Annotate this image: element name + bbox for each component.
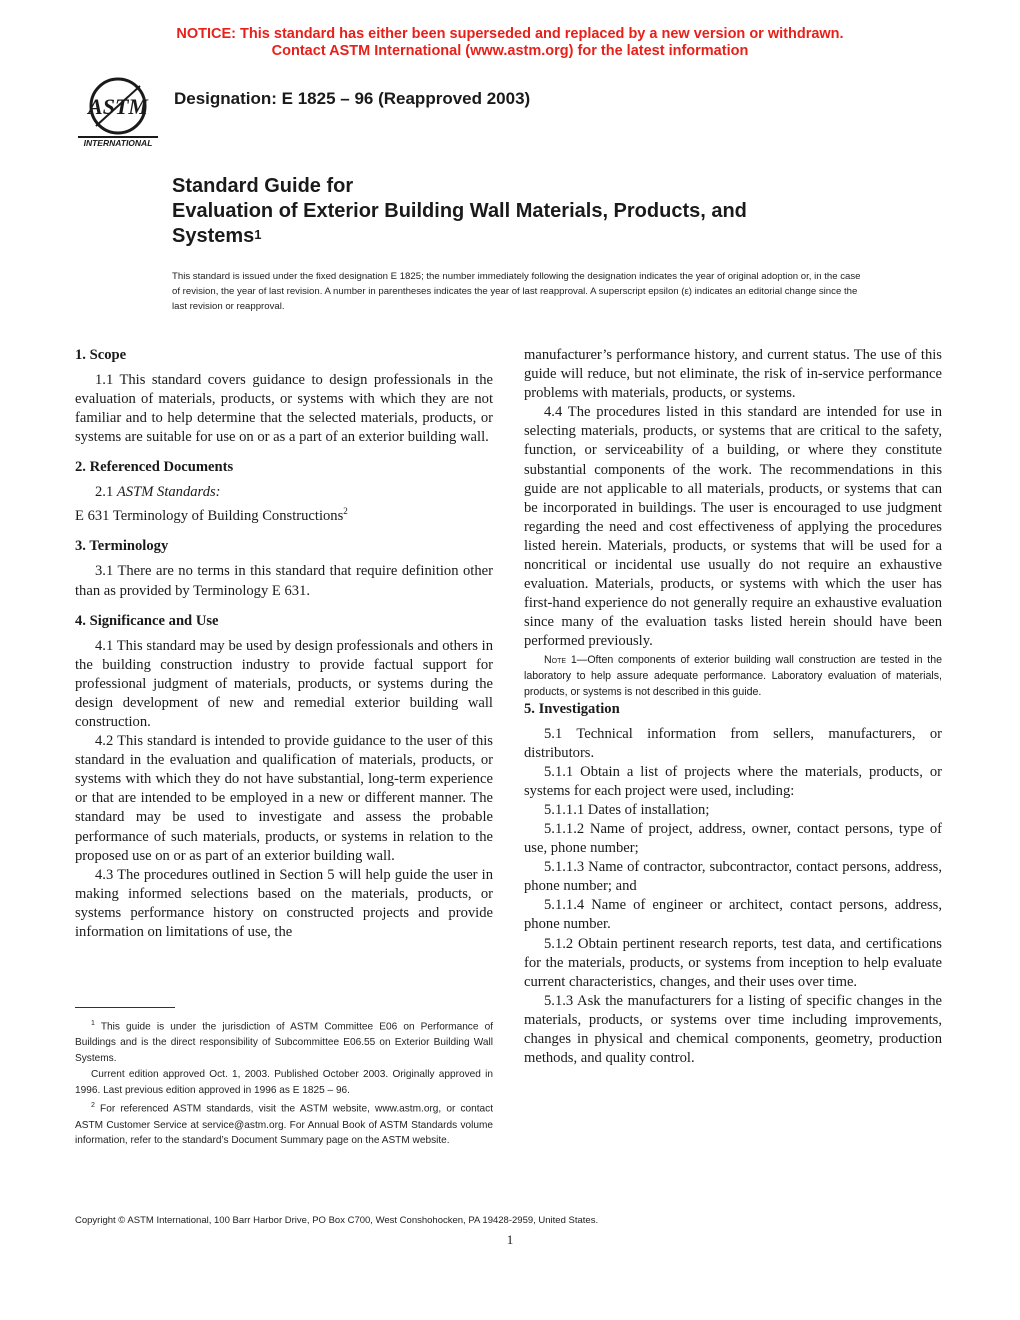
footnote-2 — [75, 1098, 493, 1149]
para-5-1-1-2: 5.1.1.2 Name of project, address, owner, contact persons, type of use, phone number; — [524, 820, 942, 857]
footnotes — [75, 1016, 493, 1149]
para-5-1-1: 5.1.1 Obtain a list of projects where the materials, products, or systems for each project were used, including: — [524, 763, 942, 799]
para-4-1: 4.1 This standard may be used by design professionals and others in the building construction industry to provide factual support for professional judgment of materials, products, or systems during the design development of new and remedial exterior building wall construction. — [75, 637, 493, 730]
footnote-1a-text: This guide is under the jurisdiction of ASTM Committee E06 on Performance of Buildings and is the direct responsibility of Subcommittee E06.55 on Exterior Building Wall Systems. — [75, 1021, 494, 1064]
para-4-4: 4.4 The procedures listed in this standard are intended for use in selecting materials, products, or systems that are critical to the safety, function, or serviceability of a building, or where they constitute substantial components of the work. The recommendations in this guide are not applicable to all materials, products, or systems that can be incorporated in buildings. The user is encouraged to use judgment regarding the need and cost effectiveness of applying the procedures listed herein. Materials, products, or systems that will be used for a noncritical or incidental use usually do not require an exhaustive evaluation. Materials, products, or systems with which the user has first-hand experience do not generally require an exhaustive evaluation since many of the evaluation tasks listed herein should have been performed previously. — [524, 404, 942, 650]
copyright: Copyright © ASTM International, 100 Barr Harbor Drive, PO Box C700, West Conshohocken, PA 19428-2959, United States. — [75, 1215, 599, 1226]
document-title — [172, 174, 952, 249]
section-significance-heading: 4. Significance and Use — [75, 612, 219, 629]
section-terminology-heading: 3. Terminology — [75, 538, 169, 555]
note-1-text: —Often components of exterior building wall construction are tested in the laboratory to help assure adequate performance. Laboratory evaluation of materials, products, or systems is not described in this guide. — [524, 653, 942, 698]
para-5-1: 5.1 Technical information from sellers, manufacturers, or distributors. — [524, 725, 942, 761]
section-referenced-heading: 2. Referenced Documents — [75, 459, 234, 476]
astm-logo-graphic — [76, 74, 160, 148]
note-1-label: Note 1 — [544, 653, 577, 666]
logo-caption: INTERNATIONAL — [83, 138, 153, 148]
title-line-3-text: Systems — [172, 225, 255, 247]
notice-line-2: Contact ASTM International (www.astm.org) for the latest information — [271, 43, 749, 59]
para-4-2: 4.2 This standard is intended to provide guidance to the user of this standard in the evaluation and qualification of materials, products, or systems with which they do not have substantial, long-term experience or that are intended to be employed in a new or different manner. The standard may be used to investigate and assess the probable performance of such materials, products, or systems in relation to the proposed use on or as part of an exterior building wall. — [75, 733, 493, 864]
para-5-1-1-3: 5.1.1.3 Name of contractor, subcontractor, contact persons, address, phone number; and — [524, 859, 942, 895]
footnote-1a — [75, 1016, 493, 1067]
footnote-2-text: For referenced ASTM standards, visit the ASTM website, www.astm.org, or contact ASTM Customer Service at service@astm.org. For Annual Book of ASTM Standards volume information, refer to the standard’s Document Summary page on the ASTM website. — [75, 1103, 493, 1147]
ref-e631 — [75, 502, 493, 526]
title-footnote-mark: 1 — [254, 227, 262, 242]
para-2-1-italic: ASTM Standards: — [116, 484, 221, 501]
title-line-1: Standard Guide for — [172, 175, 354, 197]
para-2-1 — [75, 483, 493, 502]
para-5-1-1-1: 5.1.1.1 Dates of installation; — [544, 801, 710, 818]
ref-e631-text: E 631 Terminology of Building Constructions — [75, 508, 344, 525]
note-1 — [524, 652, 942, 700]
para-4-3-cont: manufacturer’s performance history, and current status. The use of this guide will reduce, but not eliminate, the risk of in-service performance problems with materials, products, or systems. — [524, 347, 942, 402]
title-line-3 — [172, 224, 952, 249]
issue-statement: This standard is issued under the fixed designation E 1825; the number immediately following the designation indicates the year of original adoption or, in the case of revision, the year of last revision. A number in parentheses indicates the year of last reapproval. A superscript epsilon (ε) indicates an editorial change since the last revision or reapproval. — [172, 271, 861, 312]
logo-letters: ASTM — [88, 94, 148, 119]
para-5-1-3: 5.1.3 Ask the manufacturers for a listing of specific changes in the materials, products, or systems over time including improvements, changes in physical and chemical components, geometry, production methods, and quality control. — [524, 992, 942, 1067]
footnote-rule — [75, 1007, 175, 1008]
withdrawal-notice — [0, 26, 1020, 60]
right-column — [524, 346, 942, 1068]
footnote-2-mark: 2 — [91, 1102, 95, 1110]
left-column — [75, 346, 493, 942]
ref-e631-mark: 2 — [343, 506, 348, 517]
footnote-1-mark: 1 — [91, 1020, 95, 1027]
para-1-1: 1.1 This standard covers guidance to design professionals in the evaluation of materials, products, or systems with which they are not familiar and to help determine that the selected materials, products, or systems are suitable for use on or as a part of an exterior building wall. — [75, 372, 493, 446]
section-scope-heading: 1. Scope — [75, 347, 127, 363]
section-investigation-heading: 5. Investigation — [524, 700, 620, 717]
para-5-1-2: 5.1.2 Obtain pertinent research reports, test data, and certifications for the materials, products, or systems from inception to help evaluate current characteristics, changes, and their uses over time. — [524, 935, 942, 990]
designation: Designation: E 1825 – 96 (Reapproved 2003) — [174, 89, 531, 108]
para-2-1-num: 2.1 — [95, 484, 117, 501]
para-5-1-1-4: 5.1.1.4 Name of engineer or architect, contact persons, address, phone number. — [524, 897, 942, 933]
footnote-1b: Current edition approved Oct. 1, 2003. Published October 2003. Originally approved in 1996. Last previous edition approved in 1996 as E 1825 – 96. — [75, 1068, 493, 1096]
para-4-3-start: 4.3 The procedures outlined in Section 5 will help guide the user in making informed selections based on the materials, products, or systems performance history on constructed projects and provide information on limitations of use, the — [75, 866, 493, 941]
notice-line-1: NOTICE: This standard has either been superseded and replaced by a new version or withdrawn. — [176, 26, 844, 42]
page-number: 1 — [506, 1232, 514, 1247]
title-line-2: Evaluation of Exterior Building Wall Materials, Products, and — [172, 200, 747, 222]
astm-logo — [76, 74, 160, 148]
para-3-1: 3.1 There are no terms in this standard that require definition other than as provided by Terminology E 631. — [75, 563, 493, 599]
